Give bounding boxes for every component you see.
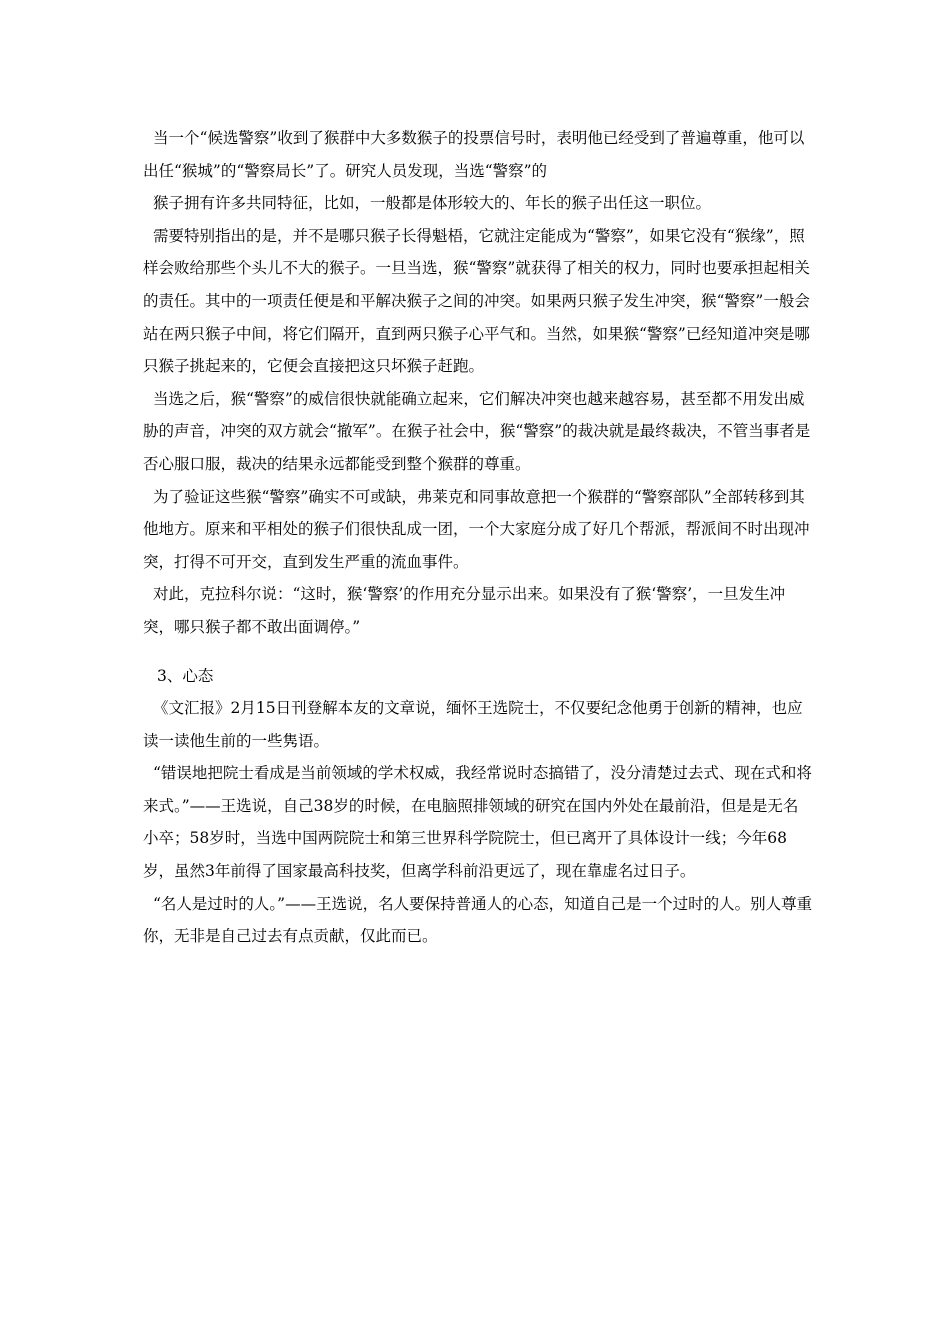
paragraph-responsibilities: 需要特别指出的是，并不是哪只猴子长得魁梧，它就注定能成为“警察”，如果它没有“猴缘”，照样会败给那些个头儿不大的猴子。一旦当选，猴“警察”就获得了相关的权力，同时也要承担起相关的责任。其中的一项责任便是和平解决猴子之间的冲突。如果两只猴子发生冲突，猴“警察”一般会站在两只猴子中间，将它们隔开，直到两只猴子心平气和。当然，如果猴“警察”已经知道冲突是哪只猴子挑起来的，它便会直接把这只坏猴子赶跑。 xyxy=(143,226,810,376)
paragraph-wenhuibao: 《文汇报》2月15日刊登解本友的文章说，缅怀王选院士，不仅要纪念他勇于创新的精神，也应读一读他生前的一些隽语。 xyxy=(143,699,803,750)
paragraph-candidate-police: 当一个“候选警察”收到了猴群中大多数猴子的投票信号时，表明他已经受到了普遍尊重，他可以出任“猴城”的“警察局长”了。研究人员发现，当选“警察”的 xyxy=(143,129,805,180)
paragraph-quote: 对此，克拉科尔说：“这时，猴‘警察’的作用充分显示出来。如果没有了猴‘警察’，一旦发生冲突，哪只猴子都不敢出面调停。” xyxy=(143,585,786,636)
paragraph-common-traits: 猴子拥有许多共同特征，比如，一般都是体形较大的、年长的猴子出任这一职位。 xyxy=(153,194,712,213)
document-body xyxy=(143,122,813,953)
paragraph-celebrity-quote: “名人是过时的人。”——王选说，名人要保持普通人的心态，知道自己是一个过时的人。别人尊重你，无非是自己过去有点贡献，仅此而已。 xyxy=(143,894,813,946)
section-heading: 3、心态 xyxy=(157,666,214,685)
paragraph-experiment: 为了验证这些猴“警察”确实不可或缺，弗莱克和同事故意把一个猴群的“警察部队”全部转移到其他地方。原来和平相处的猴子们很快乱成一团，一个大家庭分成了好几个帮派，帮派间不时出现冲突，打得不可开交，直到发生严重的流血事件。 xyxy=(143,487,810,571)
paragraph-academician-quote: “错误地把院士看成是当前领域的学术权威，我经常说时态搞错了，没分清楚过去式、现在式和将来式。”——王选说，自己38岁的时候，在电脑照排领域的研究在国内外处在最前沿，但是是无名小卒；58岁时，当选中国两院院士和第三世界科学院院士，但已离开了具体设计一线；今年68岁，虽然3年前得了国家最高科技奖，但离学科前沿更远了，现在靠虚名过日子。 xyxy=(143,764,812,881)
paragraph-authority: 当选之后，猴“警察”的威信很快就能确立起来，它们解决冲突也越来越容易，甚至都不用发出威胁的声音，冲突的双方就会“撤军”。在猴子社会中，猴“警察”的裁决就是最终裁决，不管当事者是否心服口服，裁决的结果永远都能受到整个猴群的尊重。 xyxy=(143,389,811,473)
